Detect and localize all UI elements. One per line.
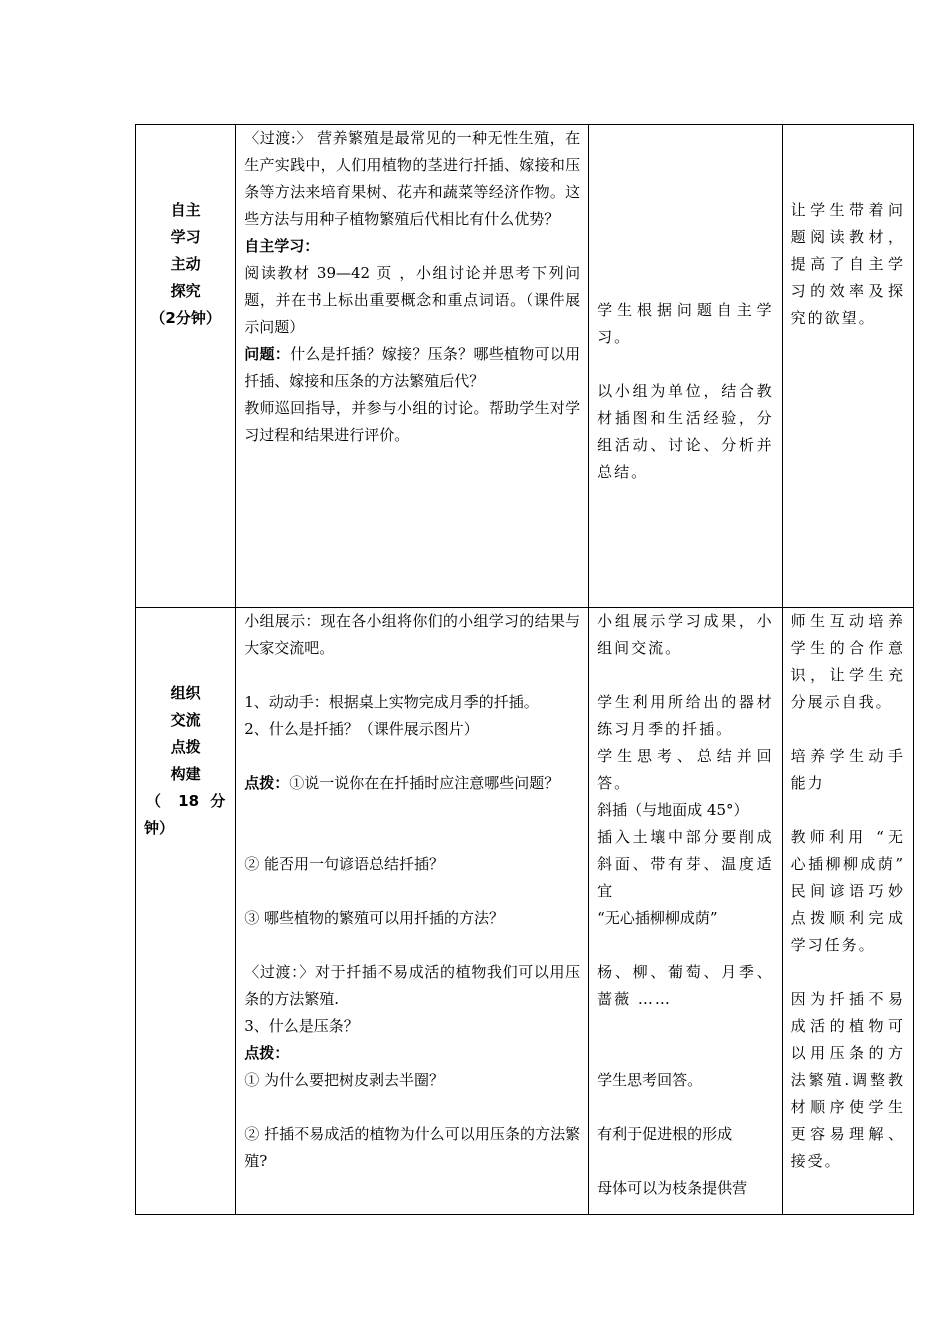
teacher-guidance-text: 教师巡回指导，并参与小组的讨论。帮助学生对学习过程和结果进行评价。 (244, 399, 581, 444)
stage-line: （2分钟） (150, 309, 221, 327)
design-intent-cell (782, 125, 913, 608)
stage-cell-exchange (136, 608, 236, 1215)
student-text: 母体可以为枝条提供营 (597, 1179, 748, 1197)
stage-line: 点拨 (170, 738, 201, 756)
stage-line: 组织 (170, 684, 201, 702)
student-text: 插入土壤中部分要削成斜面、带有芽、温度适宜 (597, 828, 774, 900)
student-text: 斜插（与地面成 45°） (597, 801, 749, 819)
hint-text: ① 为什么要把树皮剥去半圈？ (244, 1071, 445, 1089)
student-text: 小组展示学习成果，小组间交流。 (597, 612, 774, 657)
student-text: 学生利用所给出的器材练习月季的扦插。 (597, 693, 774, 738)
stage-line: 钟） (144, 819, 175, 837)
intent-text: 师生互动培养学生的合作意识，让学生充分展示自我。 (790, 612, 905, 711)
student-text: 有利于促进根的形成 (597, 1125, 733, 1143)
intent-text: 因为扦插不易成活的植物可以用压条的方法繁殖.调整教材顺序使学生更容易理解、接受。 (790, 990, 905, 1170)
group-display-text: 小组展示：现在各小组将你们的小组学习的结果与大家交流吧。 (244, 612, 581, 657)
question-label: 问题： (244, 345, 291, 363)
self-study-label: 自主学习： (244, 237, 320, 255)
teacher-activity-cell (236, 608, 589, 1215)
stage-line: 交流 (170, 711, 201, 729)
hint-text: ② 能否用一句谚语总结扦插？ (244, 855, 445, 873)
stage-line: 构建 (170, 765, 201, 783)
student-activity-cell (589, 125, 782, 608)
student-activity-cell (589, 608, 782, 1215)
hint-label: 点拨： (244, 774, 290, 792)
task-item: 3、什么是压条？ (244, 1017, 359, 1035)
transition-text: 〈过渡：〉对于扦插不易成活的植物我们可以用压条的方法繁殖. (244, 963, 581, 1008)
task-item: 1、动动手：根据桌上实物完成月季的扦插。 (244, 693, 539, 711)
student-text: 以小组为单位，结合教材插图和生活经验，分组活动、讨论、分析并总结。 (597, 382, 774, 481)
intent-text: 让学生带着问题阅读教材，提高了自主学习的效率及探究的欲望。 (790, 201, 905, 327)
intent-text: 培养学生动手能力 (790, 747, 905, 792)
stage-line: 主动 (170, 255, 201, 273)
student-text: 学生根据问题自主学习。 (597, 301, 774, 346)
hint-text: ② 扦插不易成活的植物为什么可以用压条的方法繁殖? (244, 1125, 581, 1170)
proverb-text: “无心插柳柳成荫” (597, 909, 718, 927)
student-text: 杨、柳、葡萄、月季、蔷薇 …… (597, 963, 774, 1008)
lesson-plan-table (135, 124, 914, 1215)
intent-text: 教师利用 “无心插柳柳成荫” 民间谚语巧妙点拨顺利完成学习任务。 (790, 828, 905, 954)
reading-task-text: 阅读教材 39—42 页 ，小组讨论并思考下列问题，并在书上标出重要概念和重点词语。（课件展示问题） (244, 264, 581, 336)
stage-line: 探究 (170, 282, 201, 300)
stage-cell-self-study (136, 125, 236, 608)
question-text: 什么是扦插？嫁接？压条？哪些植物可以用扦插、嫁接和压条的方法繁殖后代？ (244, 345, 581, 390)
task-item: 2、什么是扦插？（课件展示图片） (244, 720, 479, 738)
design-intent-cell (782, 608, 913, 1215)
stage-line: （ 18 分 (146, 792, 226, 810)
student-text: 学生思考回答。 (597, 1071, 703, 1089)
table-row-self-study (136, 125, 914, 608)
table-row-exchange (136, 608, 914, 1215)
hint-text: ③ 哪些植物的繁殖可以用扦插的方法？ (244, 909, 505, 927)
stage-line: 自主 (170, 201, 201, 219)
stage-line: 学习 (170, 228, 201, 246)
hint-label: 点拨： (244, 1044, 290, 1062)
student-text: 学生思考、总结并回答。 (597, 747, 774, 792)
teacher-activity-cell (236, 125, 589, 608)
hint-text: ①说一说你在在扦插时应注意哪些问题？ (289, 774, 560, 792)
transition-text: 〈过渡:〉 营养繁殖是最常见的一种无性生殖，在生产实践中，人们用植物的茎进行扦插、嫁接和压条等方法来培育果树、花卉和蔬菜等经济作物。这些方法与用种子植物繁殖后代相比有什么优势？ (244, 129, 581, 228)
